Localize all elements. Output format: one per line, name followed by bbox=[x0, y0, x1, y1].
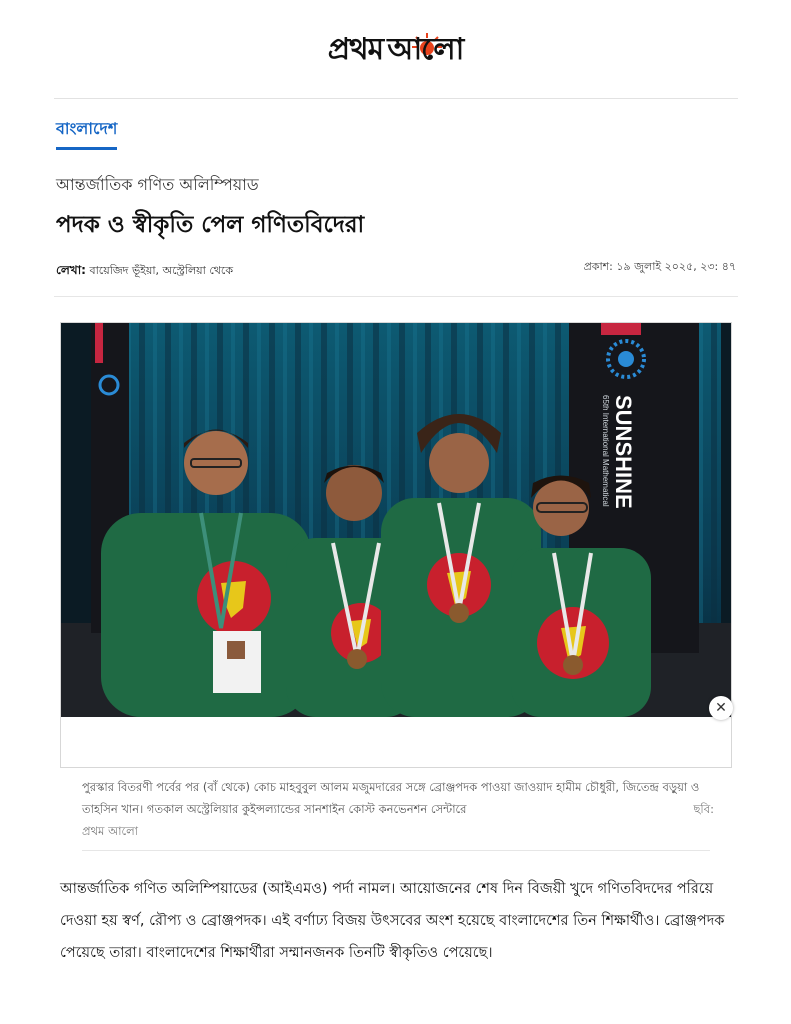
caption-text: পুরস্কার বিতরণী পর্বের পর (বাঁ থেকে) কোচ মাহবুবুল আলম মজুমদারের সঙ্গে ব্রোঞ্জপদক পাওয়া জাওয়াদ হামীম চৌধুরী, জিতেন্দ্র বড়ুয়া ও তাহসিন খান। গতকাল অস্ট্রেলিয়ার কুইন্সল্যান্ডের সানশাইন কোস্ট কনভেনশন সেন্টারে bbox=[82, 780, 700, 816]
byline-author[interactable]: বায়েজিদ ভূঁইয়া, অস্ট্রেলিয়া থেকে bbox=[89, 264, 234, 277]
article-photo[interactable] bbox=[61, 323, 731, 717]
logo-word-alo: আলো bbox=[387, 32, 464, 67]
section-link-bangladesh[interactable]: বাংলাদেশ bbox=[56, 116, 117, 150]
photo-caption bbox=[82, 776, 714, 842]
prothom-alo-logo[interactable] bbox=[328, 30, 464, 70]
banner-text: SUNSHINE bbox=[611, 395, 636, 509]
article-body-paragraph: আন্তর্জাতিক গণিত অলিম্পিয়াডের (আইএমও) পর্দা নামল। আয়োজনের শেষ দিন বিজয়ী খুদে গণিতবিদদের পরিয়ে দেওয়া হয় স্বর্ণ, রৌপ্য ও ব্রোঞ্জপদক। এই বর্ণাঢ্য বিজয় উৎসবের অংশ হয়েছে বাংলাদেশের তিন শিক্ষার্থীও। ব্রোঞ্জপদক পেয়েছে তারা। বাংলাদেশের শিক্ষার্থীরা সম্মানজনক তিনটি স্বীকৃতিও পেয়েছে। bbox=[60, 881, 725, 961]
byline bbox=[56, 262, 233, 282]
byline-divider bbox=[54, 296, 738, 297]
byline-label: লেখা: bbox=[56, 263, 86, 277]
banner-subtext: 65th International Mathematical bbox=[601, 395, 610, 507]
photo-credit-source: প্রথম আলো bbox=[82, 824, 139, 838]
caption-divider bbox=[82, 850, 710, 851]
photo-credit-label: ছবি: bbox=[693, 802, 714, 816]
logo-word-prothom: প্রথম bbox=[327, 32, 384, 67]
article-kicker: আন্তর্জাতিক গণিত অলিম্পিয়াড bbox=[56, 175, 259, 194]
header-divider bbox=[54, 98, 738, 99]
photo-illustration bbox=[61, 323, 731, 717]
published-time: প্রকাশ: ১৯ জুলাই ২০২৫, ২৩: ৪৭ bbox=[583, 260, 736, 273]
close-icon[interactable]: ✕ bbox=[709, 696, 733, 720]
masthead bbox=[0, 30, 791, 80]
article-headline: পদক ও স্বীকৃতি পেল গণিতবিদেরা bbox=[56, 212, 365, 238]
photo-figure bbox=[60, 322, 732, 768]
